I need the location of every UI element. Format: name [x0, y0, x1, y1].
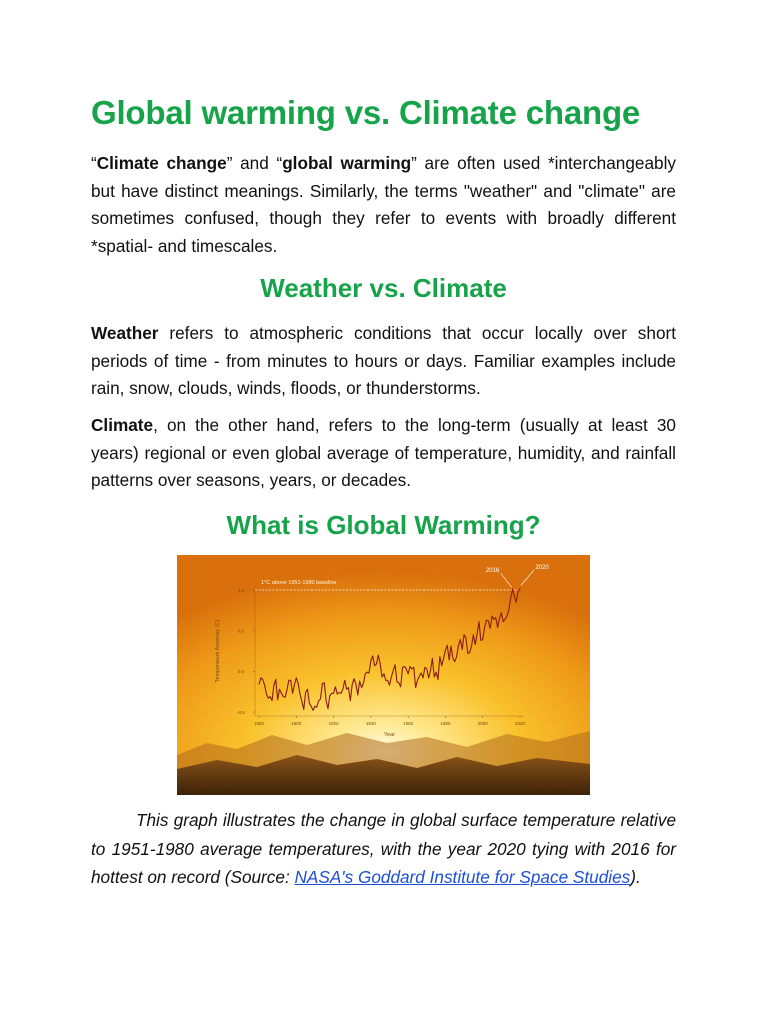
- x-tick-label: 2000: [477, 721, 488, 726]
- heading-weather-vs-climate: Weather vs. Climate: [260, 273, 507, 303]
- y-tick-label: 1.0: [237, 587, 245, 593]
- x-axis-label: Year: [383, 732, 396, 738]
- caption-end: ).: [630, 867, 641, 887]
- x-tick-label: 1880: [253, 721, 265, 726]
- intro-rest: ” are often used *interchangeably but have distinct meanings. Similarly, the terms "weather" and "climate" are sometimes confused, though they refer to events with broadly different *spatial- and timescales.: [91, 153, 676, 256]
- callout-2020-label: 2020: [535, 565, 549, 571]
- x-tick-label: 2020: [514, 721, 526, 726]
- x-tick-label: 1900: [291, 721, 302, 726]
- page-title: Global warming vs. Climate change: [91, 94, 641, 131]
- x-tick-label: 1960: [403, 721, 414, 726]
- temperature-anomaly-figure: [177, 555, 590, 795]
- temperature-chart: [177, 555, 590, 795]
- x-tick-label: 1920: [328, 721, 339, 726]
- y-axis-label: Temperature Anomaly (C): [215, 619, 221, 683]
- figure-caption: [91, 806, 676, 892]
- weather-definition: refers to atmospheric conditions that occur locally over short periods of time - from minutes to hours or days. Familiar examples include rain, snow, clouds, winds, floods, or thunderstorms.: [91, 323, 676, 398]
- heading-global-warming: What is Global Warming?: [226, 510, 541, 540]
- caption-text: This graph illustrates the change in global surface temperature relative to 1951-1980 average temperatures, with the year 2020 tying with 2016 for hottest on record (Source:: [91, 810, 676, 887]
- climate-definition: , on the other hand, refers to the long-term (usually at least 30 years) regional or even global average of temperature, humidity, and rainfall patterns over seasons, years, or decades.: [91, 415, 676, 490]
- climate-term: Climate: [91, 415, 154, 435]
- y-tick-label: -0.5: [237, 709, 245, 715]
- weather-term: Weather: [91, 323, 159, 343]
- credit-right: Adobe/Shutterstock: [528, 783, 577, 789]
- y-tick-label: 0.5: [237, 628, 245, 634]
- x-tick-label: 1940: [365, 721, 376, 726]
- source-link[interactable]: NASA's Goddard Institute for Space Studies: [294, 867, 631, 887]
- credit-left: climate.nasa.gov: [191, 783, 233, 789]
- intro-term-climate-change: Climate change: [96, 153, 227, 173]
- climate-paragraph: [91, 412, 676, 495]
- baseline-label: 1°C above 1951-1980 baseline: [261, 580, 337, 586]
- intro-quote-mid: ” and “: [226, 153, 283, 173]
- y-tick-label: 0.0: [237, 669, 245, 675]
- intro-quote-open: “: [91, 153, 97, 173]
- x-tick-label: 1980: [440, 721, 451, 726]
- callout-2016-label: 2016: [485, 568, 500, 574]
- weather-paragraph: [91, 320, 676, 403]
- intro-term-global-warming: global warming: [282, 153, 412, 173]
- intro-paragraph: [91, 150, 676, 260]
